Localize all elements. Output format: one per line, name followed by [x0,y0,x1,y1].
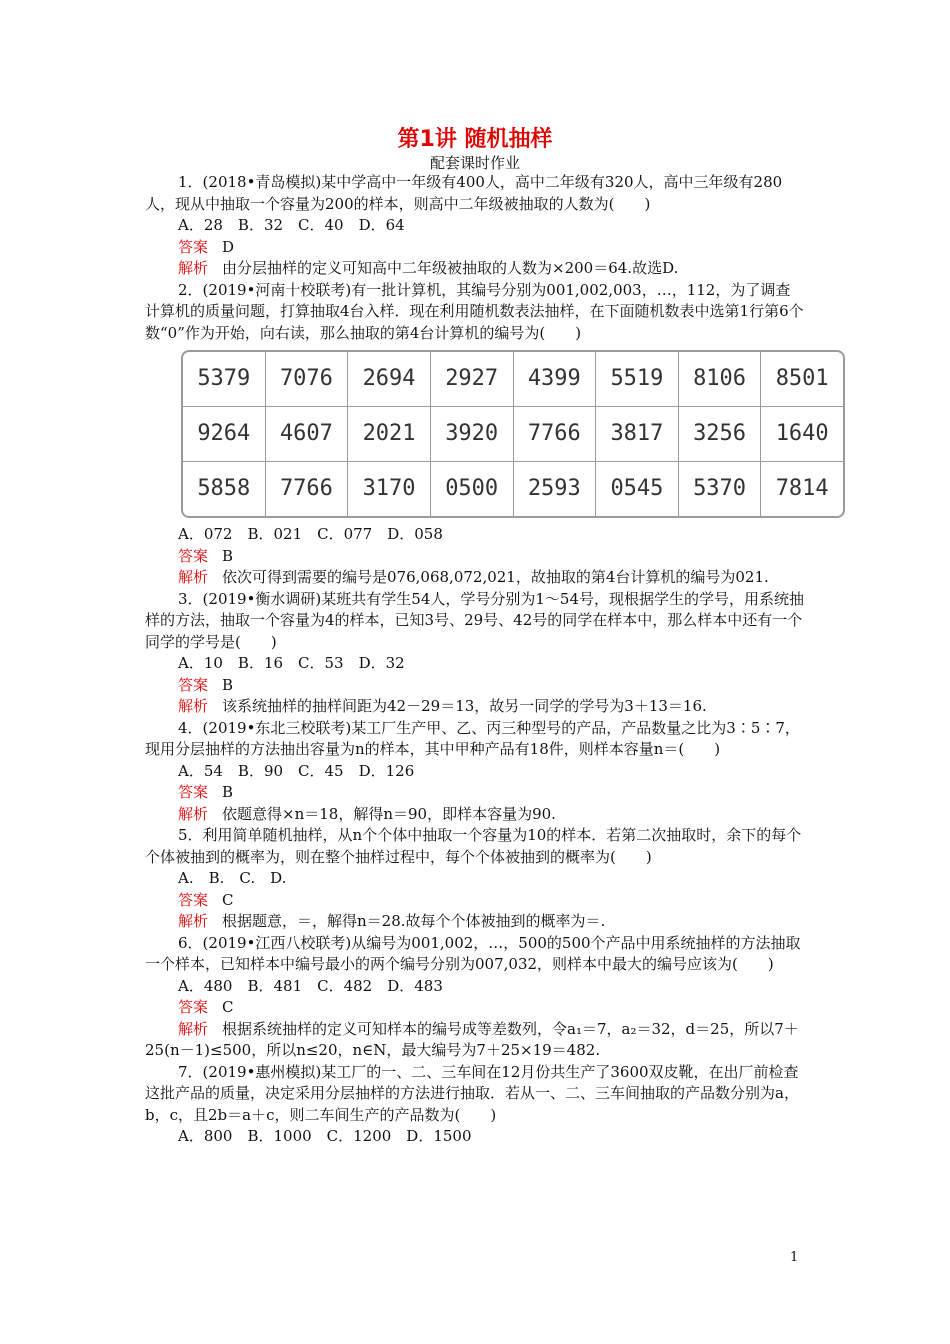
question-1-answer [145,237,805,259]
table-cell: 5519 [596,352,679,407]
table-cell: 3256 [679,407,762,462]
answer-label: 答案 [178,237,209,256]
question-6-options: A．480 B．481 C．482 D．483 [178,976,443,995]
answer-label: 答案 [178,783,209,801]
analysis-text: 该系统抽样的抽样间距为42－29＝13，故另一同学的学号为3＋13＝16. [222,697,707,715]
question-1-options: A．28 B．32 C．40 D．64 [178,216,405,234]
table-cell: 0500 [431,462,514,516]
table-cell: 9264 [183,407,266,462]
answer-value: B [222,675,234,694]
question-6-answer [145,997,805,1019]
table-cell: 2593 [514,462,597,516]
question-3-stem: 3．(2019•衡水调研)某班共有学生54人，学号分别为1～54号，现根据学生的学号，用系统抽样的方法，抽取一个容量为4的样本，已知3号、29号、42号的同学在样本中，那么样本中还有一个同学的学号是( ) [145,589,804,651]
analysis-label: 解析 [178,259,209,277]
question-7-options: A．800 B．1000 C．1200 D．1500 [178,1127,472,1145]
table-cell: 1640 [761,407,843,462]
table-row [183,352,843,407]
analysis-text: 由分层抽样的定义可知高中二年级被抽取的人数为×200＝64.故选D. [222,259,679,277]
answer-value: C [222,998,234,1016]
table-cell: 5379 [183,352,266,407]
table-cell: 7766 [514,407,597,462]
question-3-analysis [145,696,805,718]
table-cell: 5370 [679,462,762,516]
document-body [145,172,829,1148]
answer-label: 答案 [178,890,209,909]
table-cell: 2021 [348,407,431,462]
question-5-analysis [145,911,805,933]
question-5-stem: 5．利用简单随机抽样，从n个个体中抽取一个容量为10的样本．若第二次抽取时，余下的每个个体被抽到的概率为，则在整个抽样过程中，每个个体被抽到的概率为( ) [145,826,802,866]
table-cell: 3920 [431,407,514,462]
analysis-label: 解析 [178,1019,209,1038]
table-cell: 4399 [514,352,597,407]
table-cell: 7766 [266,462,349,516]
table-cell: 0545 [596,462,679,516]
question-4-analysis [145,804,805,826]
analysis-text: 依题意得×n＝18，解得n＝90，即样本容量为90. [222,804,556,823]
table-cell: 3817 [596,407,679,462]
table-cell: 5858 [183,462,266,516]
question-5-options: A. B. C. D. [178,869,287,887]
question-1-analysis [145,258,805,280]
table-cell: 2927 [431,352,514,407]
analysis-label: 解析 [178,804,209,823]
answer-value: B [222,783,234,801]
question-3-answer [145,675,805,697]
answer-label: 答案 [178,675,209,694]
answer-label: 答案 [178,998,209,1016]
random-number-table [181,350,845,518]
table-cell: 7814 [775,476,829,502]
analysis-label: 解析 [178,568,209,586]
answer-value: B [222,546,234,565]
answer-value: D [222,237,235,256]
question-6-stem: 6．(2019•江西八校联考)从编号为001,002，…，500的500个产品中用系统抽样的方法抽取一个样本，已知样本中编号最小的两个编号分别为007,032，则样本中最大的编号应该为( ) [145,933,801,973]
answer-value: C [222,890,234,909]
page-subtitle: 配套课时作业 [429,154,520,172]
question-7-stem: 7．(2019•惠州模拟)某工厂的一、二、三车间在12月份共生产了3600双皮靴，在出厂前检查这批产品的质量，决定采用分层抽样的方法进行抽取．若从一、二、三车间抽取的产品数分别为a，b，c，且2b＝a＋c，则二车间生产的产品数为( ) [145,1062,799,1124]
analysis-text: 依次可得到需要的编号是076,068,072,021，故抽取的第4台计算机的编号为021. [222,568,769,586]
table-cell: 7076 [266,352,349,407]
table-cell: 3170 [348,462,431,516]
question-2-options: A．072 B．021 C．077 D．058 [178,525,443,543]
question-6-analysis [145,1019,805,1062]
analysis-label: 解析 [178,697,209,715]
page-title: 第1讲 随机抽样 [397,127,553,152]
table-cell: 4607 [266,407,349,462]
question-4-answer [145,782,805,804]
table-cell: 8106 [679,352,762,407]
table-row [183,462,843,516]
question-4-options: A．54 B．90 C．45 D．126 [178,761,415,780]
analysis-label: 解析 [178,912,209,930]
question-3-options: A．10 B．16 C．53 D．32 [178,654,405,672]
question-2-analysis [145,567,805,589]
analysis-text: 根据系统抽样的定义可知样本的编号成等差数列，令a₁＝7，a₂＝32，d＝25，所以7＋25(n－1)≤500，所以n≤20，n∈N，最大编号为7＋25×19＝482. [145,1019,799,1059]
question-2-answer [145,546,805,568]
question-2-stem: 2．(2019•河南十校联考)有一批计算机，其编号分别为001,002,003，…，112，为了调查计算机的质量问题，打算抽取4台入样．现在利用随机数表法抽样，在下面随机数表中选第1行第6个数“0”作为开始，向右读，那么抽取的第4台计算机的编号为( ) [145,280,804,342]
answer-label: 答案 [178,546,209,565]
question-1-stem: 1．(2018•青岛模拟)某中学高中一年级有400人，高中二年级有320人，高中三年级有280人，现从中抽取一个容量为200的样本，则高中二年级被抽取的人数为( ) [145,173,783,213]
question-4-stem: 4．(2019•东北三校联考)某工厂生产甲、乙、丙三种型号的产品，产品数量之比为3∶5∶7，现用分层抽样的方法抽出容量为n的样本，其中甲种产品有18件，则样本容量n＝( ) [145,718,800,758]
question-5-answer [145,890,805,912]
page-number: 1 [790,1250,799,1265]
table-cell: 8501 [761,352,843,407]
table-row [183,407,843,462]
table-cell: 2694 [348,352,431,407]
analysis-text: 根据题意，＝，解得n＝28.故每个个体被抽到的概率为＝. [222,912,606,930]
